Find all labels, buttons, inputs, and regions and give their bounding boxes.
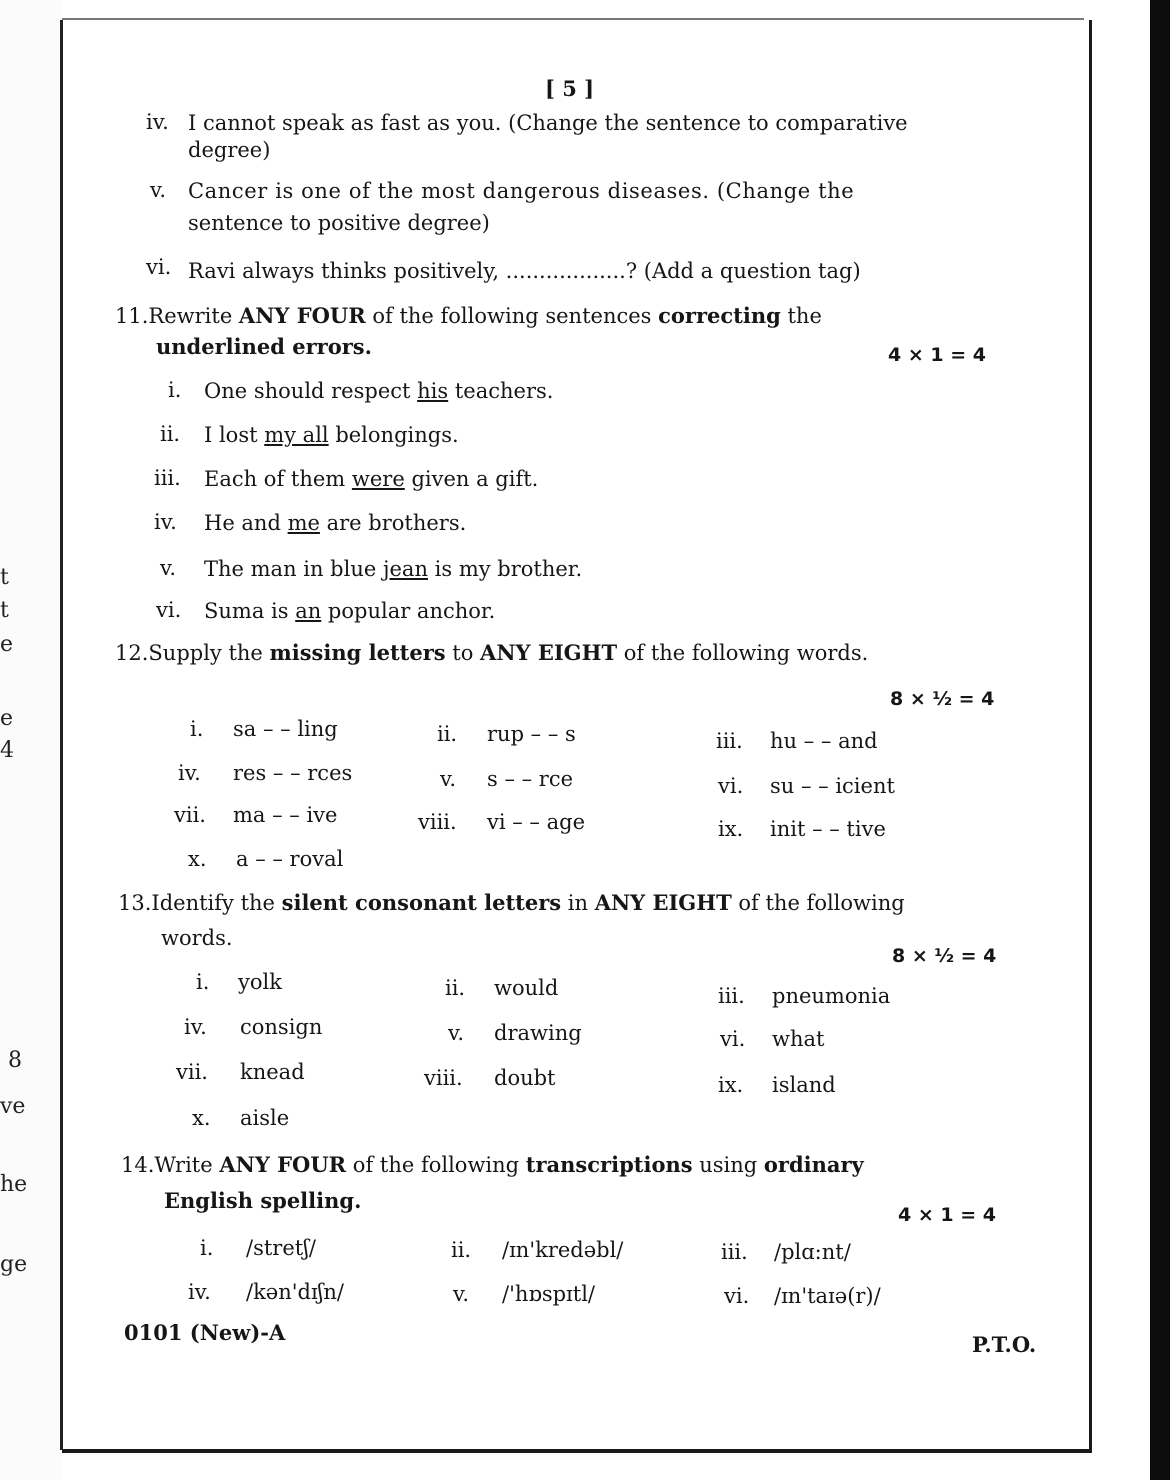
q13-item-number: viii.: [424, 1066, 463, 1090]
page-top-border: [62, 18, 1084, 20]
dark-background-edge: [1150, 0, 1170, 1480]
q10-item-number: v.: [150, 178, 167, 202]
q11-marks: 4 × 1 = 4: [888, 344, 986, 366]
edge-fragment: t: [0, 598, 9, 623]
q14-item-number: iv.: [188, 1280, 211, 1304]
q13-item-word: consign: [240, 1015, 323, 1039]
q12-item-word: res – – rces: [233, 761, 353, 785]
q12-item-word: sa – – ling: [233, 717, 338, 741]
page-left-border: [60, 20, 63, 1450]
q13-item-number: ii.: [445, 976, 466, 1000]
q13-item-word: knead: [240, 1060, 305, 1084]
q10-item-number: iv.: [146, 110, 169, 134]
question-number: 13.: [118, 891, 152, 915]
q13-item-word: yolk: [238, 970, 282, 994]
question-number: 14.: [121, 1153, 155, 1177]
q14-heading: 14.Write ANY FOUR of the following transcriptions using ordinary: [121, 1152, 864, 1177]
q12-item-number: i.: [190, 717, 204, 741]
q12-marks: 8 × ½ = 4: [890, 688, 995, 710]
q14-item-number: vi.: [724, 1284, 750, 1308]
q13-item-number: iv.: [184, 1015, 207, 1039]
q11-item-sentence: The man in blue jean is my brother.: [204, 557, 583, 581]
q10-item-number: vi.: [146, 255, 172, 279]
q13-item-word: drawing: [494, 1021, 582, 1045]
q11-item-sentence: Suma is an popular anchor.: [204, 599, 496, 623]
q13-item-number: i.: [196, 970, 210, 994]
q12-item-word: ma – – ive: [233, 803, 338, 827]
q13-item-number: vi.: [720, 1027, 746, 1051]
edge-fragment: 8: [8, 1048, 22, 1073]
q12-item-word: init – – tive: [770, 817, 886, 841]
q12-item-number: x.: [188, 847, 207, 871]
page-bottom-border: [62, 1449, 1092, 1453]
q13-heading: 13.Identify the silent consonant letters in ANY EIGHT of the following: [118, 890, 905, 915]
q14-item-number: i.: [200, 1236, 214, 1260]
q11-item-number: iv.: [154, 510, 177, 534]
q11-heading: 11.Rewrite ANY FOUR of the following sentences correcting the: [115, 303, 822, 328]
edge-fragment: ge: [0, 1252, 28, 1277]
q14-marks: 4 × 1 = 4: [898, 1204, 996, 1226]
q12-item-number: iii.: [716, 729, 743, 753]
q12-item-number: v.: [440, 767, 457, 791]
q13-item-word: pneumonia: [772, 984, 891, 1008]
edge-fragment: e: [0, 706, 14, 731]
q11-heading-cont: underlined errors.: [156, 334, 372, 359]
q12-item-word: hu – – and: [770, 729, 878, 753]
q14-heading-cont: English spelling.: [164, 1188, 362, 1213]
page-number: [ 5 ]: [545, 76, 595, 101]
q13-item-word: aisle: [240, 1106, 290, 1130]
page-right-border: [1089, 20, 1092, 1452]
q14-item-transcription: /ɪn'taɪə(r)/: [774, 1284, 881, 1308]
q14-item-number: v.: [453, 1282, 470, 1306]
please-turn-over: P.T.O.: [972, 1332, 1037, 1357]
q13-marks: 8 × ½ = 4: [892, 945, 997, 967]
q14-item-transcription: /stretʃ/: [246, 1236, 316, 1260]
q10-item-text: Cancer is one of the most dangerous diseases. (Change the: [188, 179, 855, 203]
q12-item-number: viii.: [418, 810, 457, 834]
q10-item-text: I cannot speak as fast as you. (Change the sentence to comparative: [188, 111, 908, 135]
q13-item-number: x.: [192, 1106, 211, 1130]
q14-item-number: iii.: [721, 1240, 748, 1264]
q12-item-number: ii.: [437, 722, 458, 746]
q12-item-word: vi – – age: [487, 810, 585, 834]
q14-item-transcription: /plɑ:nt/: [774, 1240, 851, 1264]
q12-item-number: vii.: [174, 803, 206, 827]
question-number: 12.: [115, 641, 149, 665]
q12-item-number: vi.: [718, 774, 744, 798]
edge-fragment: he: [0, 1172, 28, 1197]
q10-item-text: Ravi always thinks positively, ..................? (Add a question tag): [188, 259, 861, 283]
q13-heading-cont: words.: [161, 926, 233, 950]
q13-item-number: v.: [448, 1021, 465, 1045]
q12-item-word: su – – icient: [770, 774, 895, 798]
q13-item-word: would: [494, 976, 559, 1000]
q13-item-word: island: [772, 1073, 836, 1097]
q11-item-number: v.: [160, 556, 177, 580]
q12-heading: 12.Supply the missing letters to ANY EIGHT of the following words.: [115, 640, 869, 665]
q10-item-text-cont: degree): [188, 138, 271, 162]
q13-item-number: iii.: [718, 984, 745, 1008]
q11-item-number: vi.: [156, 598, 182, 622]
q12-item-number: ix.: [718, 817, 744, 841]
edge-fragment: 4: [0, 738, 14, 763]
q14-item-transcription: /kən'dɪʃn/: [246, 1280, 344, 1304]
q13-item-number: ix.: [718, 1073, 744, 1097]
q14-item-transcription: /'hɒspɪtl/: [502, 1282, 595, 1306]
edge-fragment: e: [0, 632, 14, 657]
q11-item-number: iii.: [154, 466, 181, 490]
q14-item-number: ii.: [451, 1238, 472, 1262]
q13-item-word: doubt: [494, 1066, 556, 1090]
q13-item-word: what: [772, 1027, 825, 1051]
q11-item-sentence: Each of them were given a gift.: [204, 467, 539, 491]
q11-item-sentence: He and me are brothers.: [204, 511, 467, 535]
paper-code: 0101 (New)-A: [124, 1320, 286, 1345]
q12-item-word: s – – rce: [487, 767, 574, 791]
q11-item-sentence: One should respect his teachers.: [204, 379, 554, 403]
q11-item-number: i.: [168, 378, 182, 402]
q10-item-text-cont: sentence to positive degree): [188, 211, 490, 235]
q12-item-word: rup – – s: [487, 722, 576, 746]
q11-item-number: ii.: [160, 422, 181, 446]
edge-fragment: t: [0, 565, 9, 590]
question-number: 11.: [115, 304, 149, 328]
q14-item-transcription: /ɪn'kredəbl/: [502, 1238, 624, 1262]
q12-item-number: iv.: [178, 761, 201, 785]
edge-fragment: ve: [0, 1094, 26, 1119]
q13-item-number: vii.: [176, 1060, 208, 1084]
q11-item-sentence: I lost my all belongings.: [204, 423, 459, 447]
q12-item-word: a – – roval: [236, 847, 344, 871]
